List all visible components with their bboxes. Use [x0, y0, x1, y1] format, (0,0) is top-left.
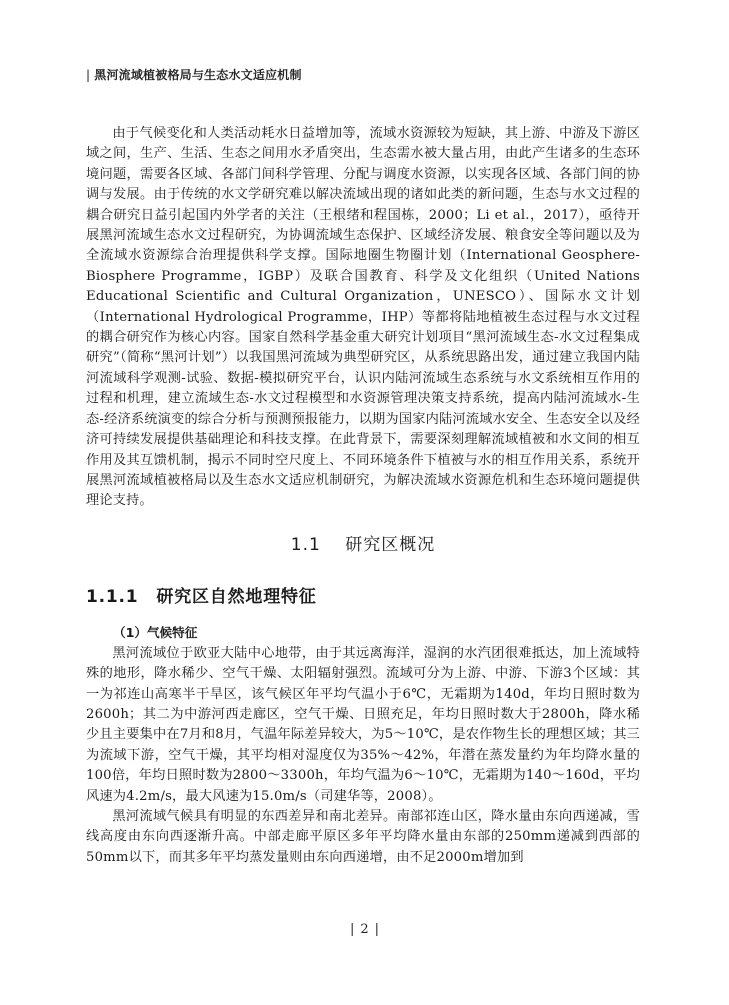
climate-paragraph-1: 黑河流域位于欧亚大陆中心地带，由于其远离海洋，湿润的水汽团很难抵达，加上流域特殊的地形，降水稀少、空气干燥、太阳辐射强烈。流域可分为上游、中游、下游3个区域：其一为祁连山高寒半干旱区，该气候区年平均气温小于6℃，无霜期为140d，年均日照时数为2600h；其二为中游河西走廊区，空气干燥、日照充足，年均日照时数大于2800h，降水稀少且主要集中在7月和8月，气温年际差异较大，为5～10℃，是农作物生长的理想区域；其三为流域下游，空气干燥，其平均相对湿度仅为35%～42%，年潜在蒸发量约为年均降水量的100倍，年均日照时数为2800～3300h，年均气温为6～10℃，无霜期为140～160d，平均风速为4.2m/s，最大风速为15.0m/s（司建华等，2008）。 [86, 645, 640, 804]
subsection-heading [86, 582, 640, 612]
subsection-title: 研究区自然地理特征 [156, 586, 317, 607]
page-content [86, 124, 640, 868]
footer-separator-right: | [374, 922, 380, 937]
footer-separator-left: | [349, 922, 355, 937]
page-number: 2 [360, 922, 369, 937]
climate-item-heading: （1）气候特征 [113, 624, 198, 640]
page-footer [0, 922, 729, 937]
section-heading [86, 530, 640, 560]
section-number: 1.1 [290, 534, 321, 555]
intro-paragraph: 由于气候变化和人类活动耗水日益增加等，流域水资源较为短缺，其上游、中游及下游区域之间，生产、生活、生态之间用水矛盾突出，生态需水被大量占用，由此产生诸多的生态环境问题，需要各区域、各部门间科学管理、分配与调度水资源，以实现各区域、各部门间的协调与发展。由于传统的水文学研究难以解决流域出现的诸如此类的新问题，生态与水文过程的耦合研究日益引起国内外学者的关注（王根绪和程国栋，2000；Li et al.，2017），亟待开展黑河流域生态水文过程研究，为协调流域生态保护、区域经济发展、粮食安全等问题以及为全流域水资源综合治理提供科学支撑。国际地圈生物圈计划（International Geosphere-Biosphere Programme，IGBP）及联合国教育、科学及文化组织（United Nations Educational Scientific and Cultural Organization，UNESCO）、国际水文计划（International Hydrological Programme，IHP）等都将陆地植被生态过程与水文过程的耦合研究作为核心内容。国家自然科学基金重大研究计划项目“黑河流域生态-水文过程集成研究”（简称“黑河计划”）以我国黑河流域为典型研究区，从系统思路出发，通过建立我国内陆河流域科学观测-试验、数据-模拟研究平台，认识内陆河流域生态系统与水文系统相互作用的过程和机理，建立流域生态-水文过程模型和水资源管理决策支持系统，提高内陆河流域水-生态-经济系统演变的综合分析与预测预报能力，以期为国家内陆河流域水安全、生态安全以及经济可持续发展提供基础理论和科技支撑。在此背景下，需要深刻理解流域植被和水文间的相互作用及其互馈机制，揭示不同时空尺度上、不同环境条件下植被与水的相互作用关系，系统开展黑河流域植被格局以及生态水文适应机制研究，为解决流域水资源危机和生态环境问题提供理论支持。 [86, 126, 640, 509]
running-header [86, 66, 302, 83]
section-title: 研究区概况 [345, 534, 436, 555]
running-title: 黑河流域植被格局与生态水文适应机制 [94, 68, 302, 82]
subsection-number: 1.1.1 [86, 586, 139, 607]
header-separator-bar: | [86, 68, 91, 82]
climate-paragraph-2: 黑河流域气候具有明显的东西差异和南北差异。南部祁连山区，降水量由东向西递减，雪线高度由东向西逐渐升高。中部走廊平原区多年平均降水量由东部的250mm递减到西部的50mm以下，而其多年平均蒸发量则由东向西递增，由不足2000m增加到 [86, 808, 640, 865]
